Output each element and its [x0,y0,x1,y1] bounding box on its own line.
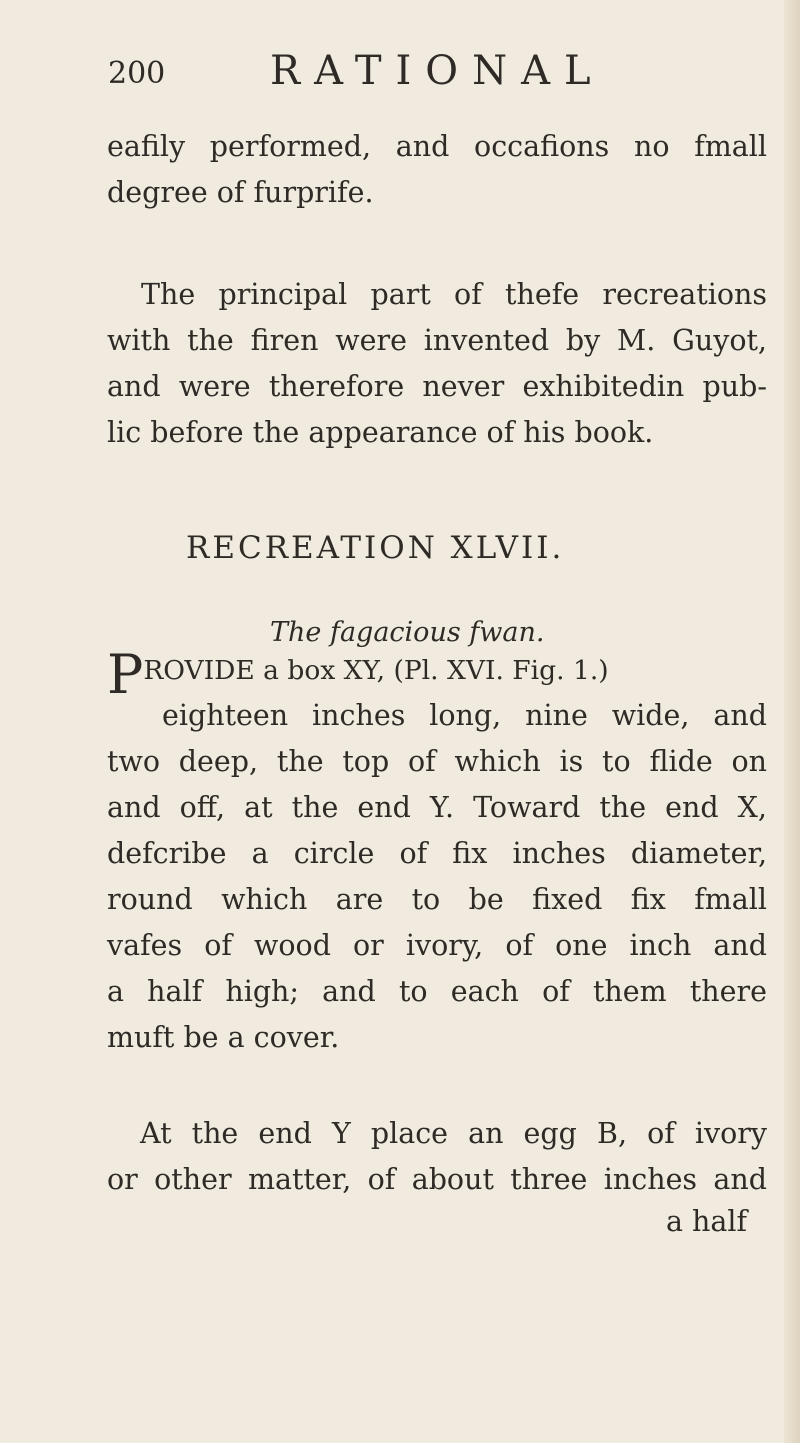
page-number: 200 [108,56,166,91]
text-line: The principal part of thefe recreations [141,278,767,311]
section-subtitle: The fagacious fwan. [270,617,545,648]
page-edge [784,0,800,1443]
text-line: a half high; and to each of them there [107,975,767,1008]
text-line: muft be a cover. [107,1021,340,1054]
text-line: two deep, the top of which is to flide on [107,745,767,778]
paragraph-1 [107,124,767,216]
section-heading: RECREATION XLVII. [186,530,565,566]
page-header [108,48,768,108]
text-line: with the firen were invented by M. Guyot, [107,324,767,357]
text-line: defcribe a circle of fix inches diameter, [107,837,767,870]
text-line: eafily performed, and occafions no fmall [107,130,767,163]
paragraph-2 [107,272,767,456]
paragraph-3-first-line [107,643,767,706]
text-line: or other matter, of about three inches and [107,1163,767,1196]
text-line: and were therefore never exhibitedin pub- [107,370,767,403]
text-line: round which are to be fixed fix fmall [107,883,767,916]
running-title: RATIONAL [270,48,605,94]
paragraph-4 [107,1111,767,1203]
text-line: At the end Y place an egg B, of ivory [140,1117,767,1150]
paragraph-3 [107,693,767,1061]
text-line: lic before the appearance of his book. [107,416,654,449]
text-line: and off, at the end Y. Toward the end X, [107,791,767,824]
drop-cap: P [107,643,144,706]
text-line: eighteen inches long, nine wide, and [162,699,767,732]
text-line: degree of furprife. [107,176,374,209]
catchword: a half [666,1205,748,1238]
text-line: vafes of wood or ivory, of one inch and [107,929,767,962]
text-line: ROVIDE a box XY, (Pl. XVI. Fig. 1.) [143,655,609,686]
